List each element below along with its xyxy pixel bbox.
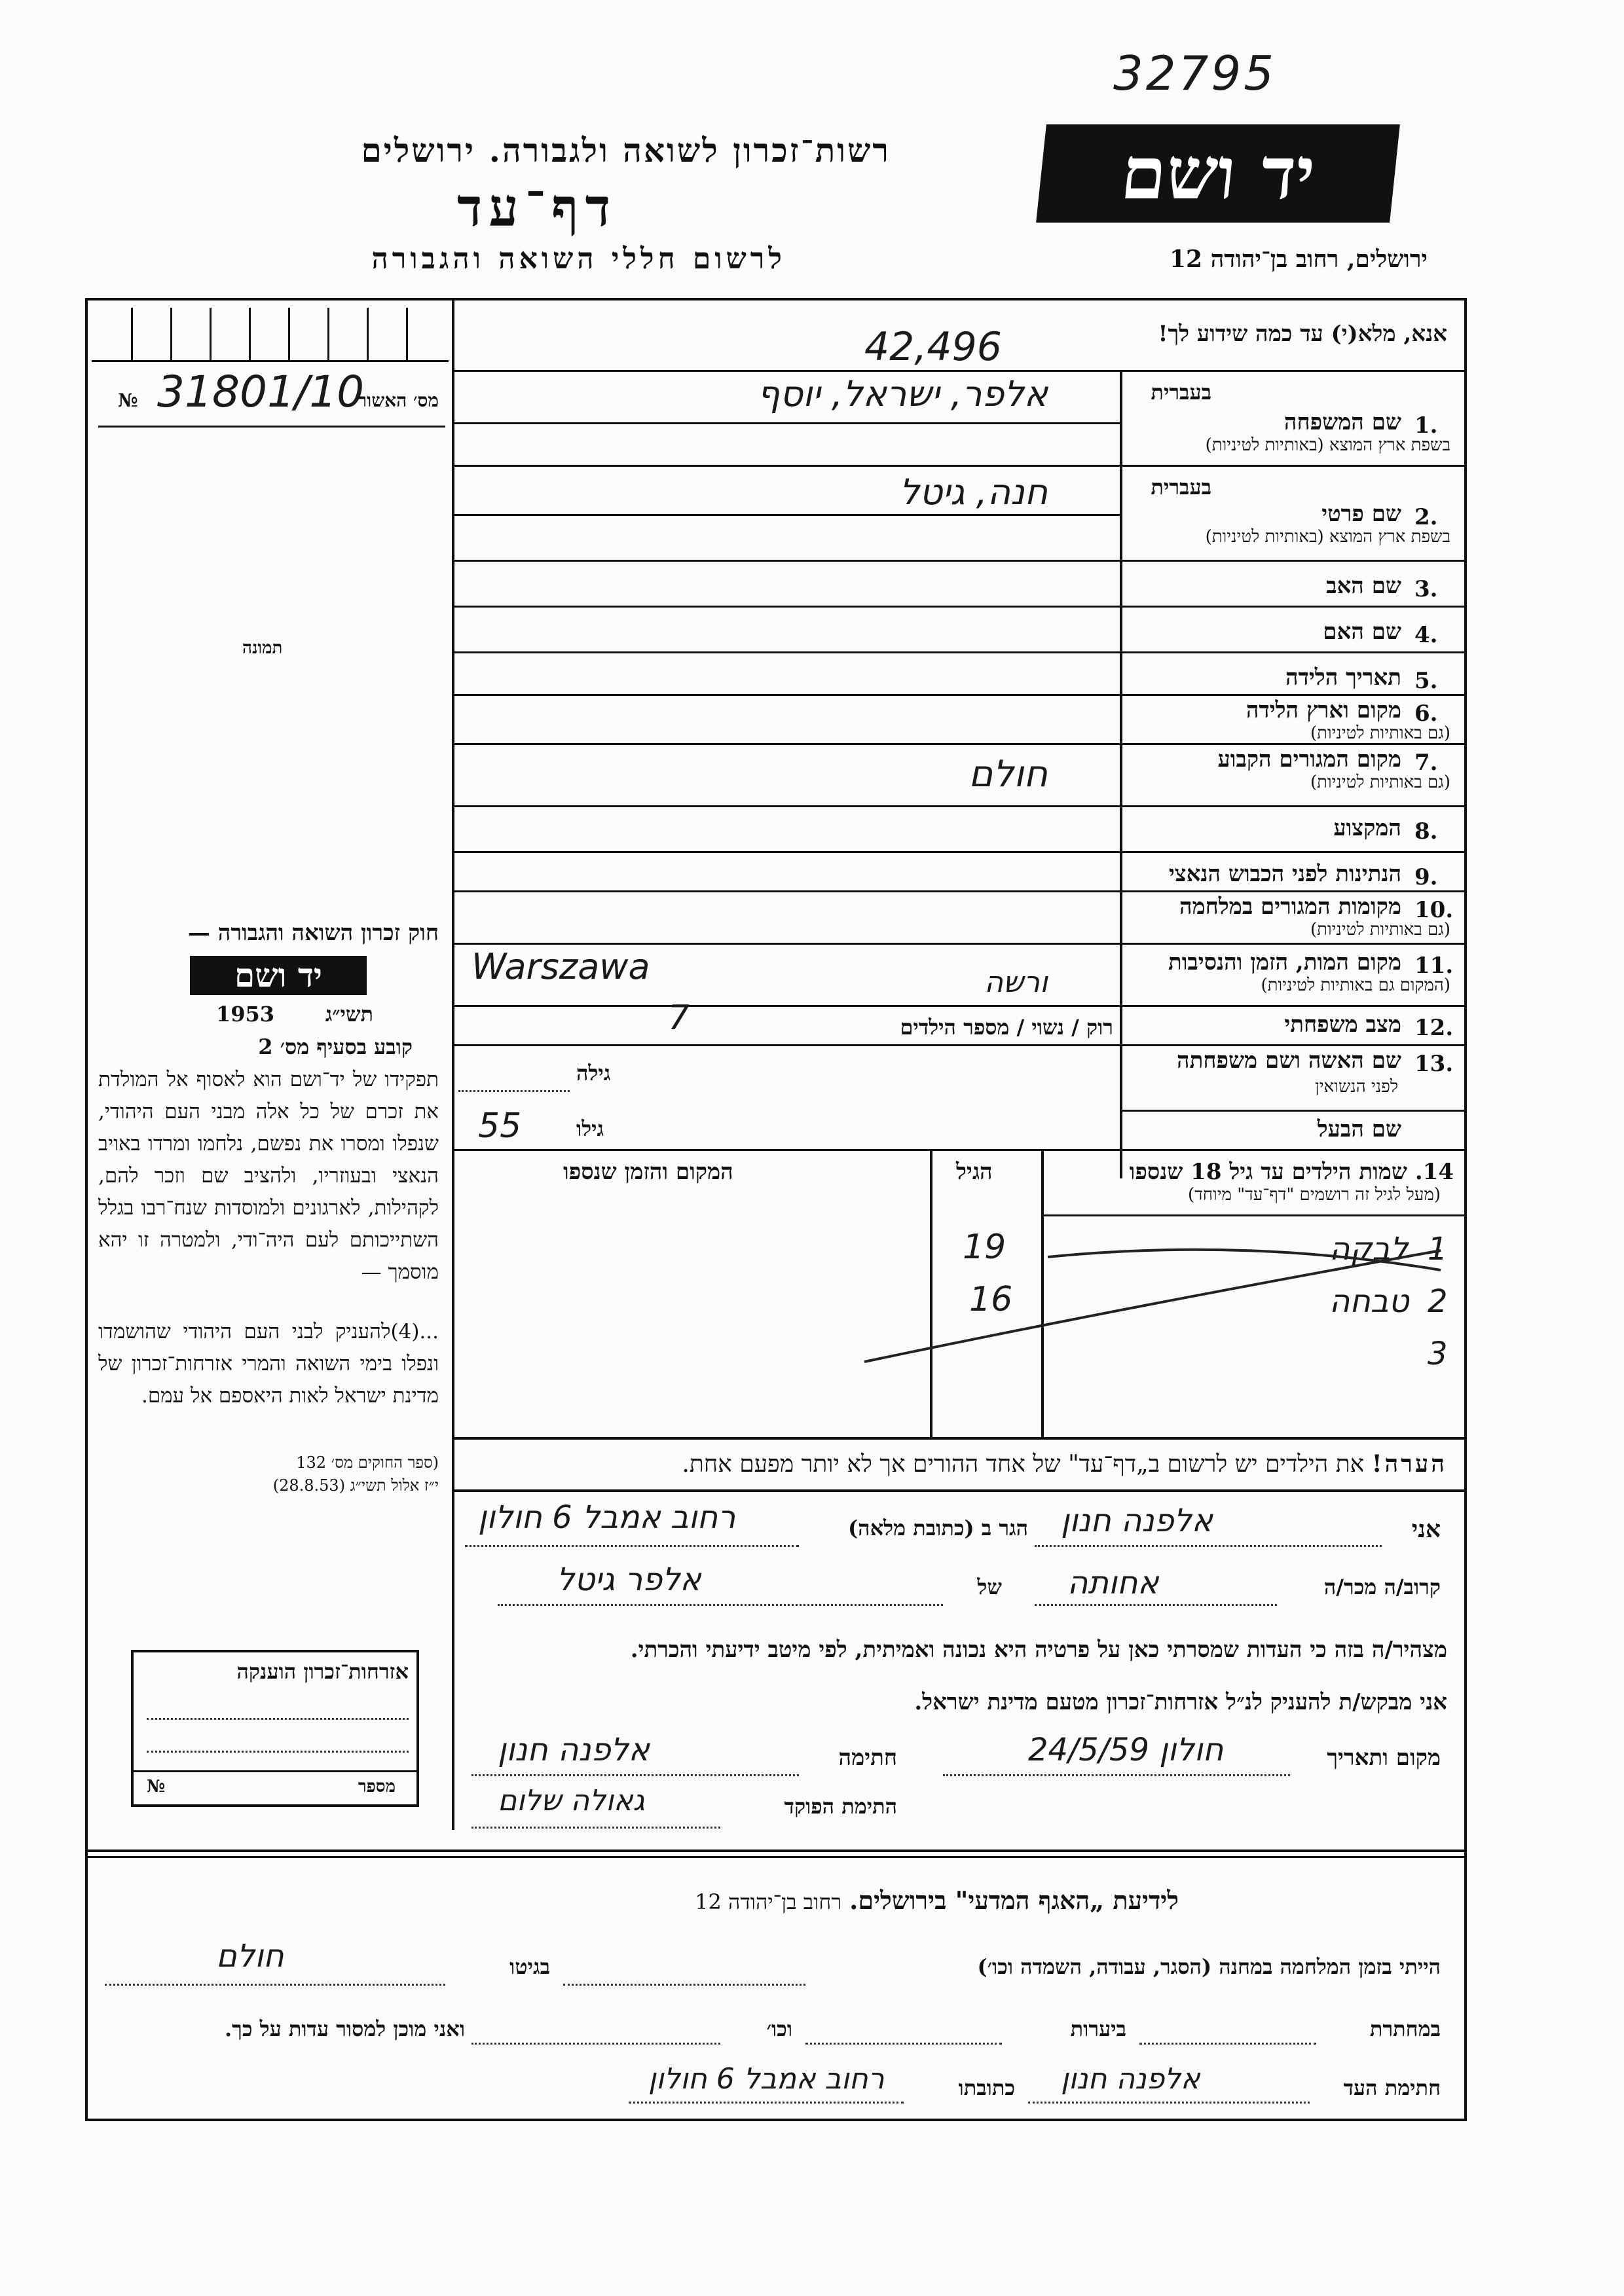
officer-signature: גאולה שלום (498, 1784, 645, 1817)
husband-age-label: גילו (576, 1116, 604, 1141)
child-1-age: 19 (963, 1228, 1006, 1267)
marital-options: רוק / נשוי / מספר הילדים (900, 1015, 1113, 1040)
place-date-value: חולון 24/5/59 (1028, 1732, 1224, 1768)
sidebar-divider (452, 298, 454, 1830)
death-place-value: Warszawa (471, 946, 650, 987)
relation-of-value: אלפר גיטל (557, 1561, 701, 1598)
wife-age-label: גילה (576, 1061, 611, 1085)
org-name: רשות־זכרון לשואה ולגבורה. ירושלים (361, 131, 891, 170)
child-1-number: 1 (1428, 1231, 1448, 1267)
approval-label: מס׳ האשור (358, 390, 439, 411)
signature-value: אלפנה חנון (498, 1732, 650, 1768)
family-name-value: אלפר, ישראל, יוסף (757, 373, 1048, 414)
approval-prefix: № (118, 390, 138, 411)
note-row: הערה! את הילדים יש לרשום ב„דף־עד" של אחד ההורים אך לא יותר מפעם אחת. (682, 1450, 1447, 1478)
archive-ref-number: 32795 (1113, 46, 1277, 101)
label-column-divider (1120, 370, 1122, 1178)
tick-row (92, 308, 449, 360)
child-2-number: 2 (1428, 1283, 1448, 1320)
declarant-address: רחוב אמבל 6 חולון (478, 1499, 736, 1536)
witness-signature: אלפנה חנון (1061, 2062, 1200, 2096)
ghetto-value: חולם (216, 1938, 284, 1975)
photo-label: תמונה (242, 638, 283, 658)
child-3-number: 3 (1428, 1336, 1448, 1372)
fill-request: אנא, מלא(י) עד כמה שידוע לך! (1158, 321, 1447, 347)
relation-value: אחותה (1067, 1565, 1159, 1601)
handwritten-number: 42,496 (864, 324, 1002, 370)
child-2-age: 16 (969, 1280, 1013, 1319)
yad-vashem-logo: יד ושם (1036, 124, 1400, 223)
death-place-hebrew: ורשה (984, 966, 1048, 999)
first-name-value: חנה, גיטל (899, 471, 1048, 513)
husband-age-value: 55 (478, 1106, 522, 1146)
citizenship-box: אזרחות־זכרון הוענקה № מספר (131, 1650, 419, 1807)
declarant-name: אלפנה חנון (1061, 1503, 1213, 1539)
residence-value: חולם (969, 753, 1048, 795)
child-1-name: לבקה (1329, 1231, 1409, 1267)
children-count: 7 (668, 998, 690, 1038)
witness-address: רחוב אמבל 6 חולון (648, 2062, 885, 2096)
strike-lines (851, 1231, 1467, 1381)
form-title: דף־עד (456, 177, 618, 238)
form-subtitle: לרשום חללי השואה והגבורה (371, 242, 786, 276)
header-address: ירושלים, רחוב בן־יהודה 12 (1169, 246, 1428, 273)
approval-number: 31801/10 (157, 367, 365, 417)
child-2-name: טבחה (1329, 1283, 1409, 1320)
